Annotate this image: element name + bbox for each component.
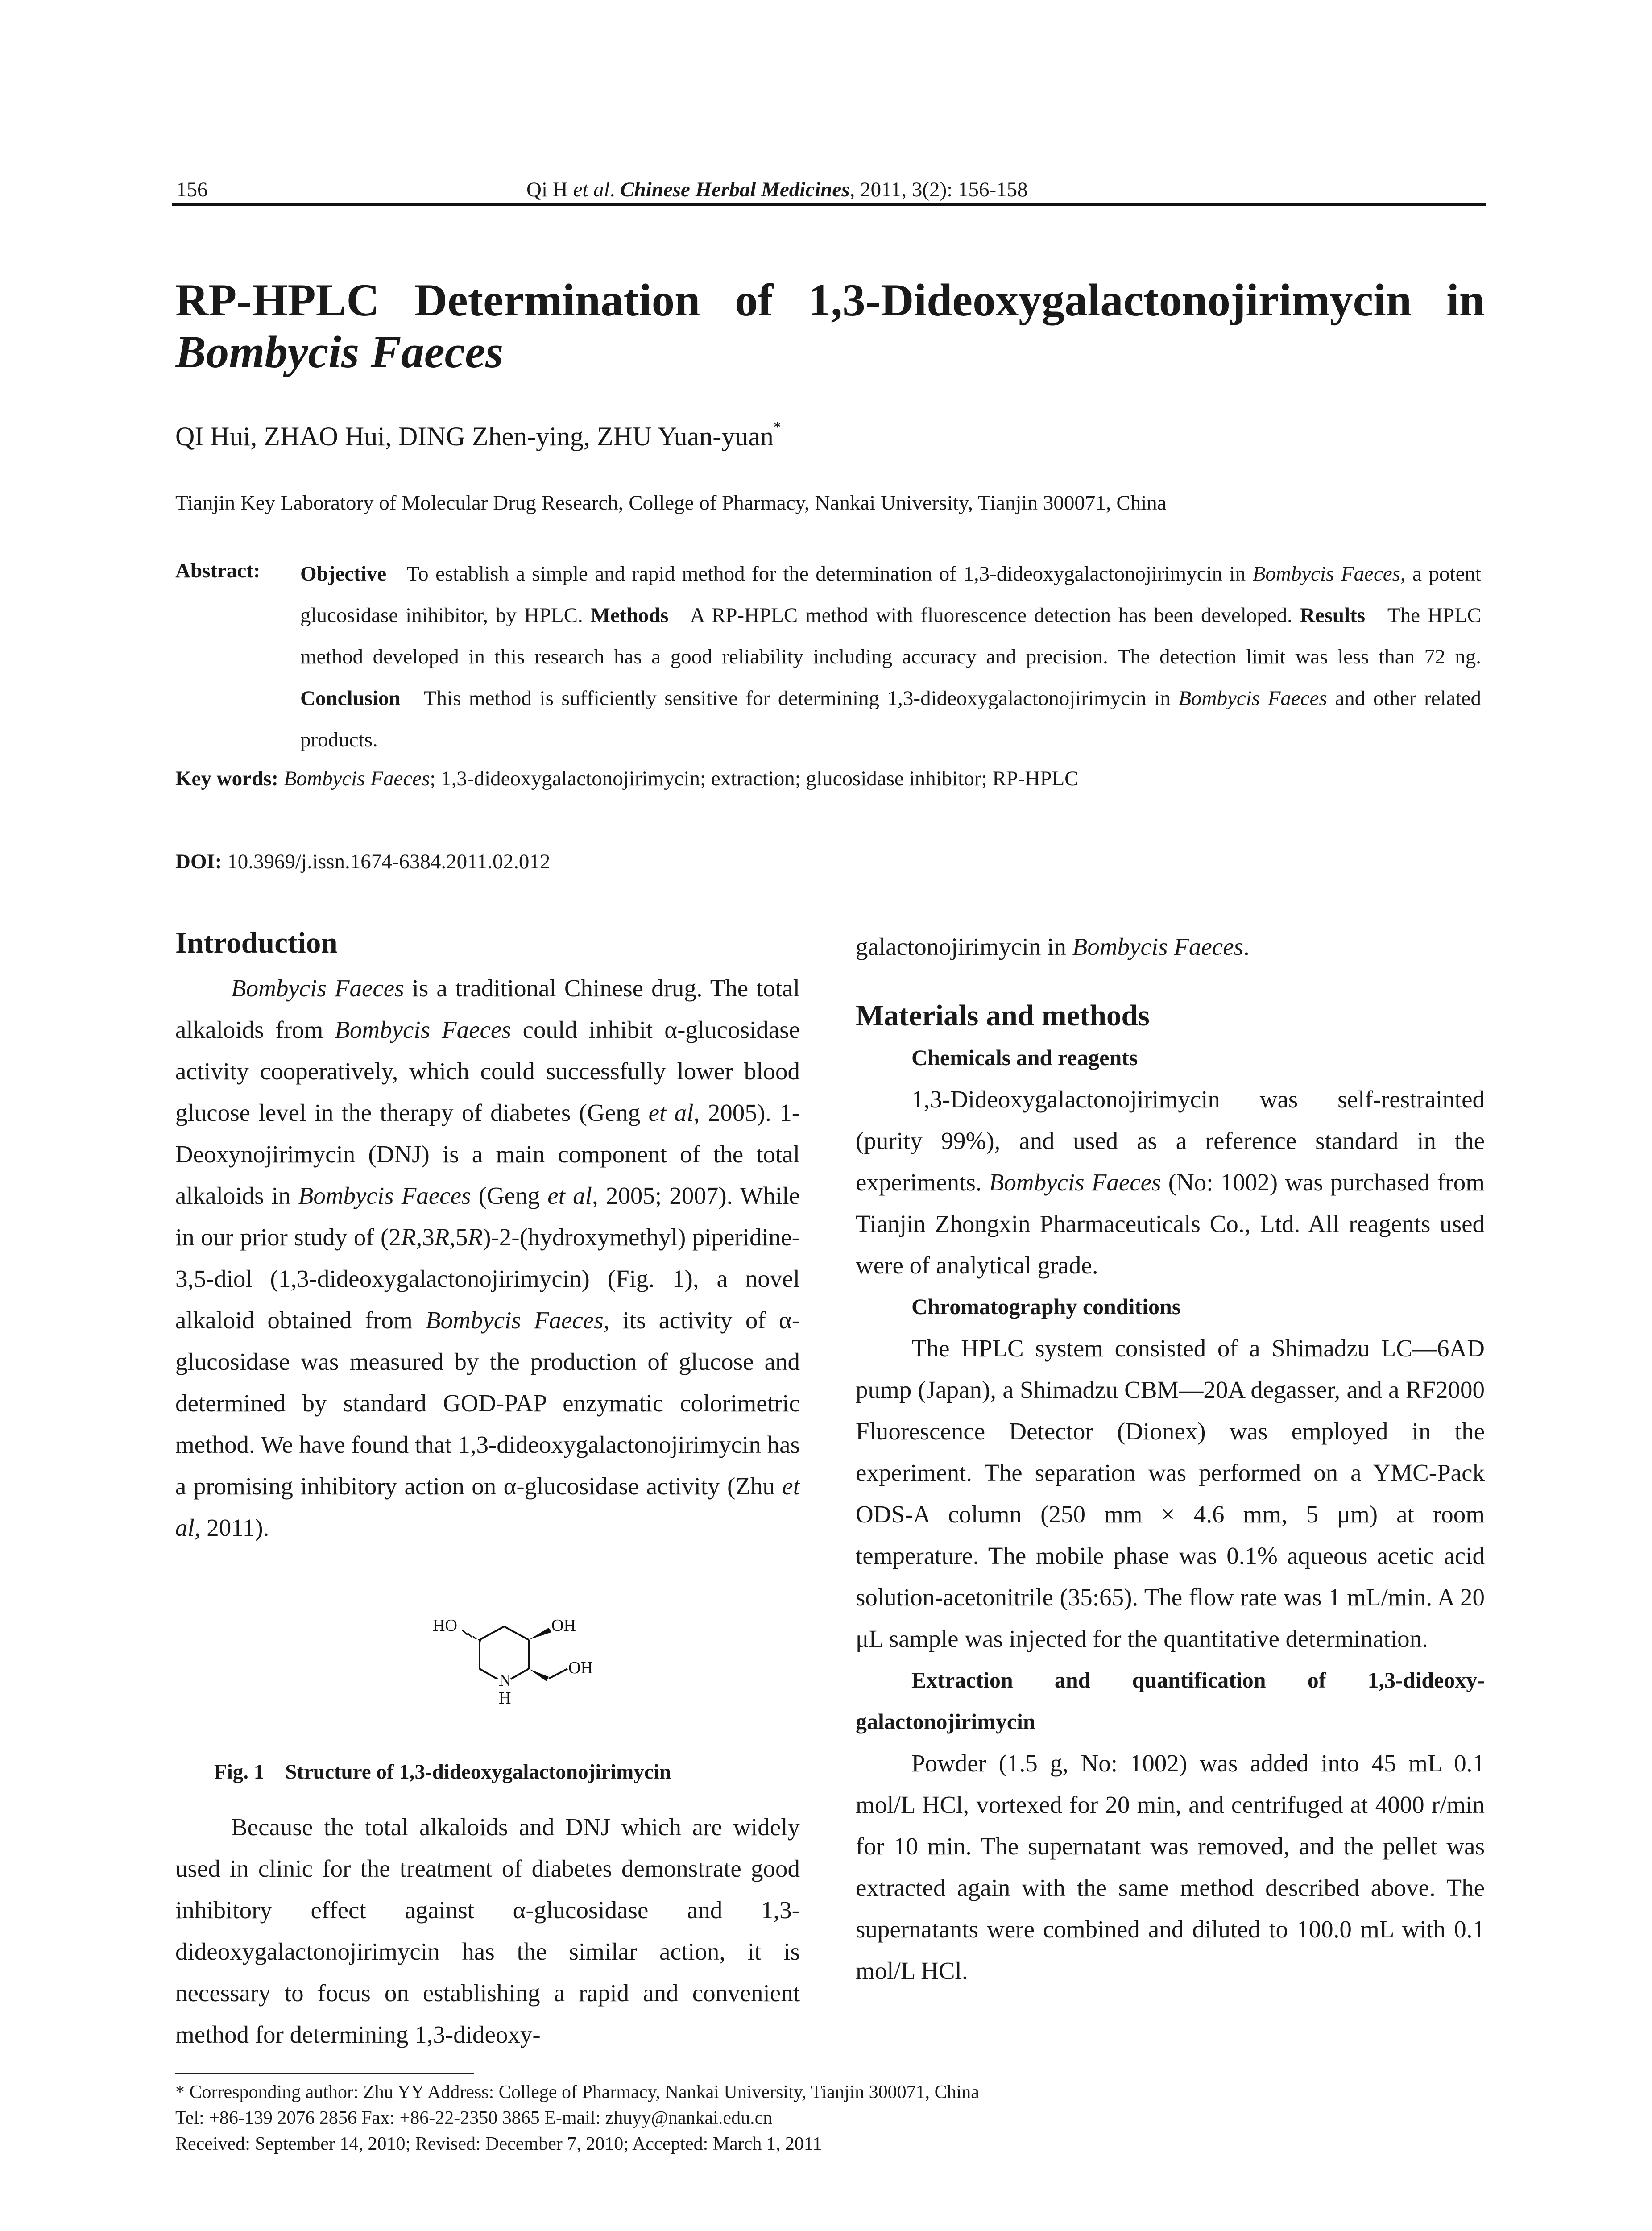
- intro-p1-run: , 2005). 1-Deoxynojirimycin (DNJ) is a main component of the total alkaloids in: [175, 1099, 800, 1209]
- introduction-body: [175, 967, 800, 1548]
- chemical-structure-figure: [415, 1606, 611, 1740]
- methods-text: A RP-HPLC method with fluorescence detection has been developed.: [690, 604, 1292, 627]
- conclusion-text-a: This method is sufficiently sensitive for determining 1,3-dideoxygalactonojirimycin in: [423, 687, 1179, 710]
- atom-oh-top: OH: [551, 1616, 576, 1635]
- introduction-paragraph-2-end: [856, 926, 1485, 967]
- intro-p1-run: )-2-(hydroxymethyl) piperidine-3,5-diol (1,3-dideoxygalactonojirimycin) (Fig. 1), a novel alkaloid obtained from: [175, 1223, 800, 1334]
- footnote-dates: Received: September 14, 2010; Revised: December 7, 2010; Accepted: March 1, 2011: [175, 2134, 822, 2154]
- right-column: [856, 926, 1485, 1991]
- objective-italic: Bombycis Faeces: [1252, 562, 1400, 585]
- author-list: [175, 421, 781, 452]
- title-line-2: Bombycis Faeces: [175, 327, 504, 377]
- objective-text-a: To establish a simple and rapid method for the determination of 1,3-dideoxygalactonojirimycin in: [406, 562, 1253, 585]
- conclusion-italic: Bombycis Faeces: [1178, 687, 1327, 710]
- abstract-body: [300, 553, 1481, 761]
- author-names: QI Hui, ZHAO Hui, DING Zhen-ying, ZHU Yuan-yuan: [175, 422, 774, 451]
- intro-p1-run: , 2011).: [194, 1514, 269, 1541]
- article-title: [175, 274, 1485, 378]
- wedge-bond-oh: [529, 1628, 551, 1640]
- intro-p1-run: et al: [648, 1099, 694, 1126]
- extraction-paragraph: Powder (1.5 g, No: 1002) was added into 45 mL 0.1 mol/L HCl, vortexed for 20 min, and centrifuged at 4000 r/min for 10 min. The supernatant was removed, and the pellet was extracted again with the same method described above. The supernatants were combined and diluted to 100.0 mL with 0.1 mol/L HCl.: [856, 1750, 1485, 1984]
- conclusion-text-b: and other related products.: [300, 687, 1481, 751]
- introduction-paragraph-2: Because the total alkaloids and DNJ which are widely used in clinic for the treatment of diabetes demonstrate good inhibitory effect against α-glucosidase and 1,3-dideoxygalactonojirimycin has the similar action, it is necessary to focus on establishing a rapid and convenient method for determining 1,3-dideoxy-: [175, 1813, 800, 2048]
- introduction-body-continued: [175, 1806, 800, 2055]
- intro-p1-run: , its activity of α-glucosidase was measured by the production of glucose and determined by standard GOD-PAP enzymatic colorimetric method. We have found that 1,3-dideoxygalactonojirimycin has a promising inhibitory action on α-glucosidase activity (Zhu: [175, 1306, 800, 1500]
- p2-cont-italic: Bombycis Faeces: [1072, 933, 1244, 960]
- introduction-paragraph-1: [175, 967, 800, 1548]
- citation-dot: .: [609, 178, 621, 201]
- intro-p1-run: ,5: [449, 1223, 468, 1251]
- figure-caption: [214, 1760, 671, 1784]
- chem-p-run: Bombycis Faeces: [989, 1169, 1161, 1196]
- keywords: [175, 767, 1079, 791]
- figure-label: Fig. 1: [214, 1760, 265, 1783]
- corresponding-mark: *: [773, 419, 781, 435]
- footnote-rule: [175, 2073, 474, 2074]
- intro-p1-run: R: [434, 1223, 450, 1251]
- wedge-bond-ch2: [529, 1669, 549, 1681]
- chem-p-run: (No: 1002) was purchased from Tianjin Zhongxin Pharmaceuticals Co., Ltd. All reagents used were of analytical grade.: [856, 1169, 1485, 1279]
- citation-journal: Chinese Herbal Medicines: [620, 178, 850, 201]
- atom-ho: HO: [433, 1616, 457, 1635]
- methods-heading: Materials and methods: [856, 999, 1150, 1032]
- chromatography-paragraph: The HPLC system consisted of a Shimadzu LC—6AD pump (Japan), a Shimadzu CBM—20A degasser, and a RF2000 Fluorescence Detector (Dionex) was employed in the experiment. The separation was performed on a YMC-Pack ODS-A column (250 mm × 4.6 mm, 5 μm) at room temperature. The mobile phase was 0.1% aqueous acetic acid solution-acetonitrile (35:65). The flow rate was 1 mL/min. A 20 μL sample was injected for the quantitative determination.: [856, 1335, 1485, 1652]
- title-line-1: RP-HPLC Determination of 1,3-Dideoxygalactonojirimycin in: [175, 275, 1485, 326]
- citation-etal: et al: [573, 178, 610, 201]
- chemicals-heading: Chemicals and reagents: [911, 1045, 1138, 1070]
- keywords-italic: Bombycis Faeces: [283, 767, 430, 790]
- intro-p1-run: is a traditional Chinese drug. The total alkaloids from: [175, 975, 800, 1043]
- objective-text-b: , a potent glucosidase inihibitor, by HPLC.: [300, 562, 1481, 627]
- header-rule: [172, 203, 1486, 206]
- affiliation: Tianjin Key Laboratory of Molecular Drug Research, College of Pharmacy, Nankai University, Tianjin 300071, China: [175, 491, 1167, 514]
- intro-p1-run: Bombycis Faeces: [231, 975, 404, 1002]
- hashed-bond: [462, 1630, 481, 1641]
- doi-value: 10.3969/j.issn.1674-6384.2011.02.012: [227, 850, 551, 873]
- chemicals-paragraph: [856, 1078, 1485, 1286]
- chromatography-heading: Chromatography conditions: [911, 1294, 1181, 1319]
- footnote-corresponding: * Corresponding author: Zhu YY Address: College of Pharmacy, Nankai University, Tianjin 300071, China: [175, 2082, 979, 2102]
- atom-oh-side: OH: [568, 1659, 593, 1677]
- chem-p-run: 1,3-Dideoxygalactonojirimycin was self-restrainted (purity 99%), and used as a reference standard in the experiments.: [856, 1086, 1485, 1196]
- atom-n: N: [499, 1671, 511, 1690]
- results-text: The HPLC method developed in this research has a good reliability including accuracy and precision. The detection limit was less than 72 ng.: [300, 604, 1482, 668]
- page-number: 156: [176, 178, 208, 201]
- introduction-heading: Introduction: [175, 926, 338, 959]
- footnote-contact: Tel: +86-139 2076 2856 Fax: +86-22-2350 3865 E-mail: zhuyy@nankai.edu.cn: [175, 2108, 773, 2128]
- intro-p1-run: et al: [175, 1472, 800, 1541]
- doi: [175, 850, 550, 874]
- keywords-rest: ; 1,3-dideoxygalactonojirimycin; extraction; glucosidase inhibitor; RP-HPLC: [430, 767, 1079, 790]
- p2-cont-a: galactonojirimycin in: [856, 933, 1072, 960]
- keywords-label: Key words:: [175, 767, 279, 790]
- methods-label: Methods: [590, 604, 669, 627]
- citation-authors: Qi H: [526, 178, 573, 201]
- intro-p1-run: , 2005; 2007). While in our prior study of (2: [175, 1182, 800, 1251]
- conclusion-label: Conclusion: [300, 687, 401, 710]
- citation-rest: , 2011, 3(2): 156-158: [849, 178, 1028, 201]
- objective-label: Objective: [300, 562, 387, 585]
- intro-p1-run: Bombycis Faeces: [425, 1306, 604, 1334]
- p2-cont-b: .: [1243, 933, 1250, 960]
- doi-label: DOI:: [175, 850, 222, 873]
- intro-p1-run: et al: [547, 1182, 592, 1209]
- figure-caption-text: Structure of 1,3-dideoxygalactonojirimycin: [285, 1760, 671, 1783]
- atom-h: H: [499, 1689, 511, 1708]
- extraction-heading: Extraction and quantification of 1,3-dideoxy-galactonojirimycin: [856, 1667, 1485, 1734]
- results-label: Results: [1300, 604, 1366, 627]
- running-citation: [526, 178, 1028, 202]
- abstract-label: Abstract:: [175, 559, 261, 582]
- intro-p1-run: Bombycis Faeces: [335, 1016, 511, 1043]
- intro-p1-run: Bombycis Faeces: [298, 1182, 471, 1209]
- intro-p1-run: (Geng: [471, 1182, 548, 1209]
- intro-p1-run: R: [401, 1223, 416, 1251]
- intro-p1-run: could inhibit α-glucosidase activity cooperatively, which could successfully lower blood glucose level in the therapy of diabetes (Geng: [175, 1016, 800, 1126]
- intro-p1-run: R: [468, 1223, 483, 1251]
- intro-p1-run: ,3: [416, 1223, 435, 1251]
